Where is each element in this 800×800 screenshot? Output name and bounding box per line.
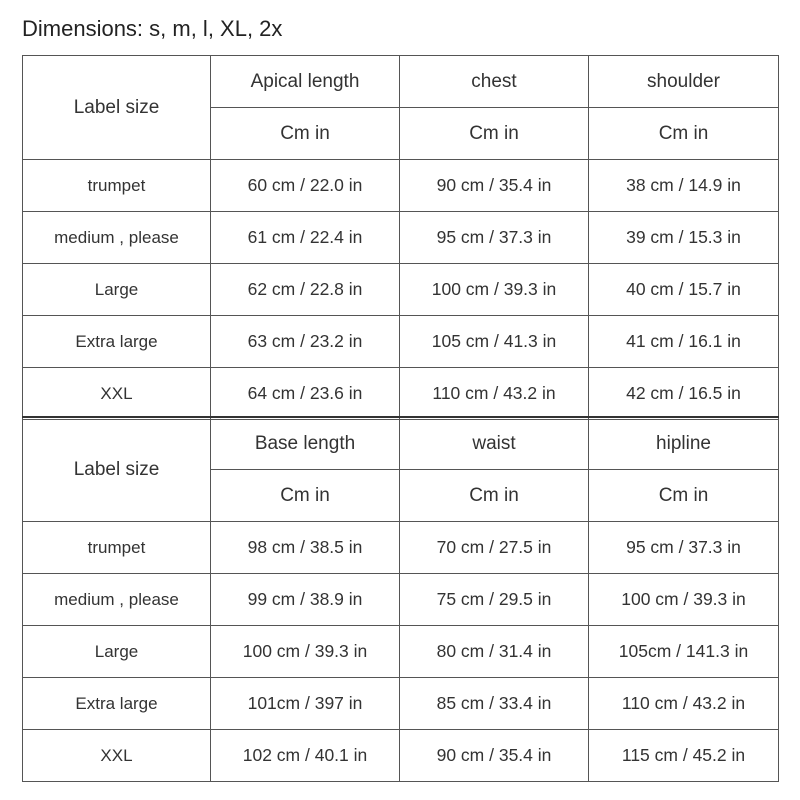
table-row: [23, 574, 779, 626]
measurement-cell: 100 cm / 39.3 in: [589, 574, 779, 626]
label-size-header: Label size: [23, 417, 211, 522]
measurement-cell: 70 cm / 27.5 in: [400, 522, 589, 574]
measurement-cell: 105 cm / 41.3 in: [400, 316, 589, 368]
column-header-base-length: Base length: [211, 417, 400, 470]
measurement-cell: 41 cm / 16.1 in: [589, 316, 779, 368]
measurement-cell: 85 cm / 33.4 in: [400, 678, 589, 730]
unit-label: Cm in: [589, 108, 779, 160]
unit-label: Cm in: [589, 470, 779, 522]
measurement-cell: 110 cm / 43.2 in: [589, 678, 779, 730]
page-title: Dimensions: s, m, l, XL, 2x: [22, 16, 283, 41]
table-row: [23, 730, 779, 782]
measurement-cell: 64 cm / 23.6 in: [211, 368, 400, 420]
bottom-size-table: [22, 416, 779, 782]
measurement-cell: 40 cm / 15.7 in: [589, 264, 779, 316]
table-row: [23, 212, 779, 264]
size-name: Large: [23, 264, 211, 316]
measurement-cell: 115 cm / 45.2 in: [589, 730, 779, 782]
unit-label: Cm in: [400, 470, 589, 522]
column-header-hipline: hipline: [589, 417, 779, 470]
table-row: [23, 264, 779, 316]
size-name: Extra large: [23, 678, 211, 730]
measurement-cell: 101cm / 397 in: [211, 678, 400, 730]
measurement-cell: 61 cm / 22.4 in: [211, 212, 400, 264]
measurement-cell: 90 cm / 35.4 in: [400, 730, 589, 782]
table-row: [23, 160, 779, 212]
measurement-cell: 99 cm / 38.9 in: [211, 574, 400, 626]
size-name: medium , please: [23, 212, 211, 264]
measurement-cell: 98 cm / 38.5 in: [211, 522, 400, 574]
label-size-header: Label size: [23, 56, 211, 160]
table-row: [23, 522, 779, 574]
measurement-cell: 60 cm / 22.0 in: [211, 160, 400, 212]
size-name: XXL: [23, 368, 211, 420]
column-header-shoulder: shoulder: [589, 56, 779, 108]
measurement-cell: 95 cm / 37.3 in: [589, 522, 779, 574]
measurement-cell: 63 cm / 23.2 in: [211, 316, 400, 368]
top-size-table: [22, 55, 779, 420]
size-name: medium , please: [23, 574, 211, 626]
measurement-cell: 39 cm / 15.3 in: [589, 212, 779, 264]
column-header-apical-length: Apical length: [211, 56, 400, 108]
measurement-cell: 38 cm / 14.9 in: [589, 160, 779, 212]
measurement-cell: 95 cm / 37.3 in: [400, 212, 589, 264]
size-name: Extra large: [23, 316, 211, 368]
unit-label: Cm in: [400, 108, 589, 160]
measurement-cell: 100 cm / 39.3 in: [400, 264, 589, 316]
measurement-cell: 62 cm / 22.8 in: [211, 264, 400, 316]
column-header-chest: chest: [400, 56, 589, 108]
size-name: trumpet: [23, 160, 211, 212]
measurement-cell: 75 cm / 29.5 in: [400, 574, 589, 626]
measurement-cell: 100 cm / 39.3 in: [211, 626, 400, 678]
table-row: [23, 678, 779, 730]
measurement-cell: 42 cm / 16.5 in: [589, 368, 779, 420]
column-header-waist: waist: [400, 417, 589, 470]
measurement-cell: 80 cm / 31.4 in: [400, 626, 589, 678]
measurement-cell: 102 cm / 40.1 in: [211, 730, 400, 782]
size-name: trumpet: [23, 522, 211, 574]
size-name: Large: [23, 626, 211, 678]
size-name: XXL: [23, 730, 211, 782]
unit-label: Cm in: [211, 470, 400, 522]
table-row: [23, 626, 779, 678]
table-row: [23, 368, 779, 420]
unit-label: Cm in: [211, 108, 400, 160]
measurement-cell: 110 cm / 43.2 in: [400, 368, 589, 420]
measurement-cell: 90 cm / 35.4 in: [400, 160, 589, 212]
table-row: [23, 316, 779, 368]
measurement-cell: 105cm / 141.3 in: [589, 626, 779, 678]
